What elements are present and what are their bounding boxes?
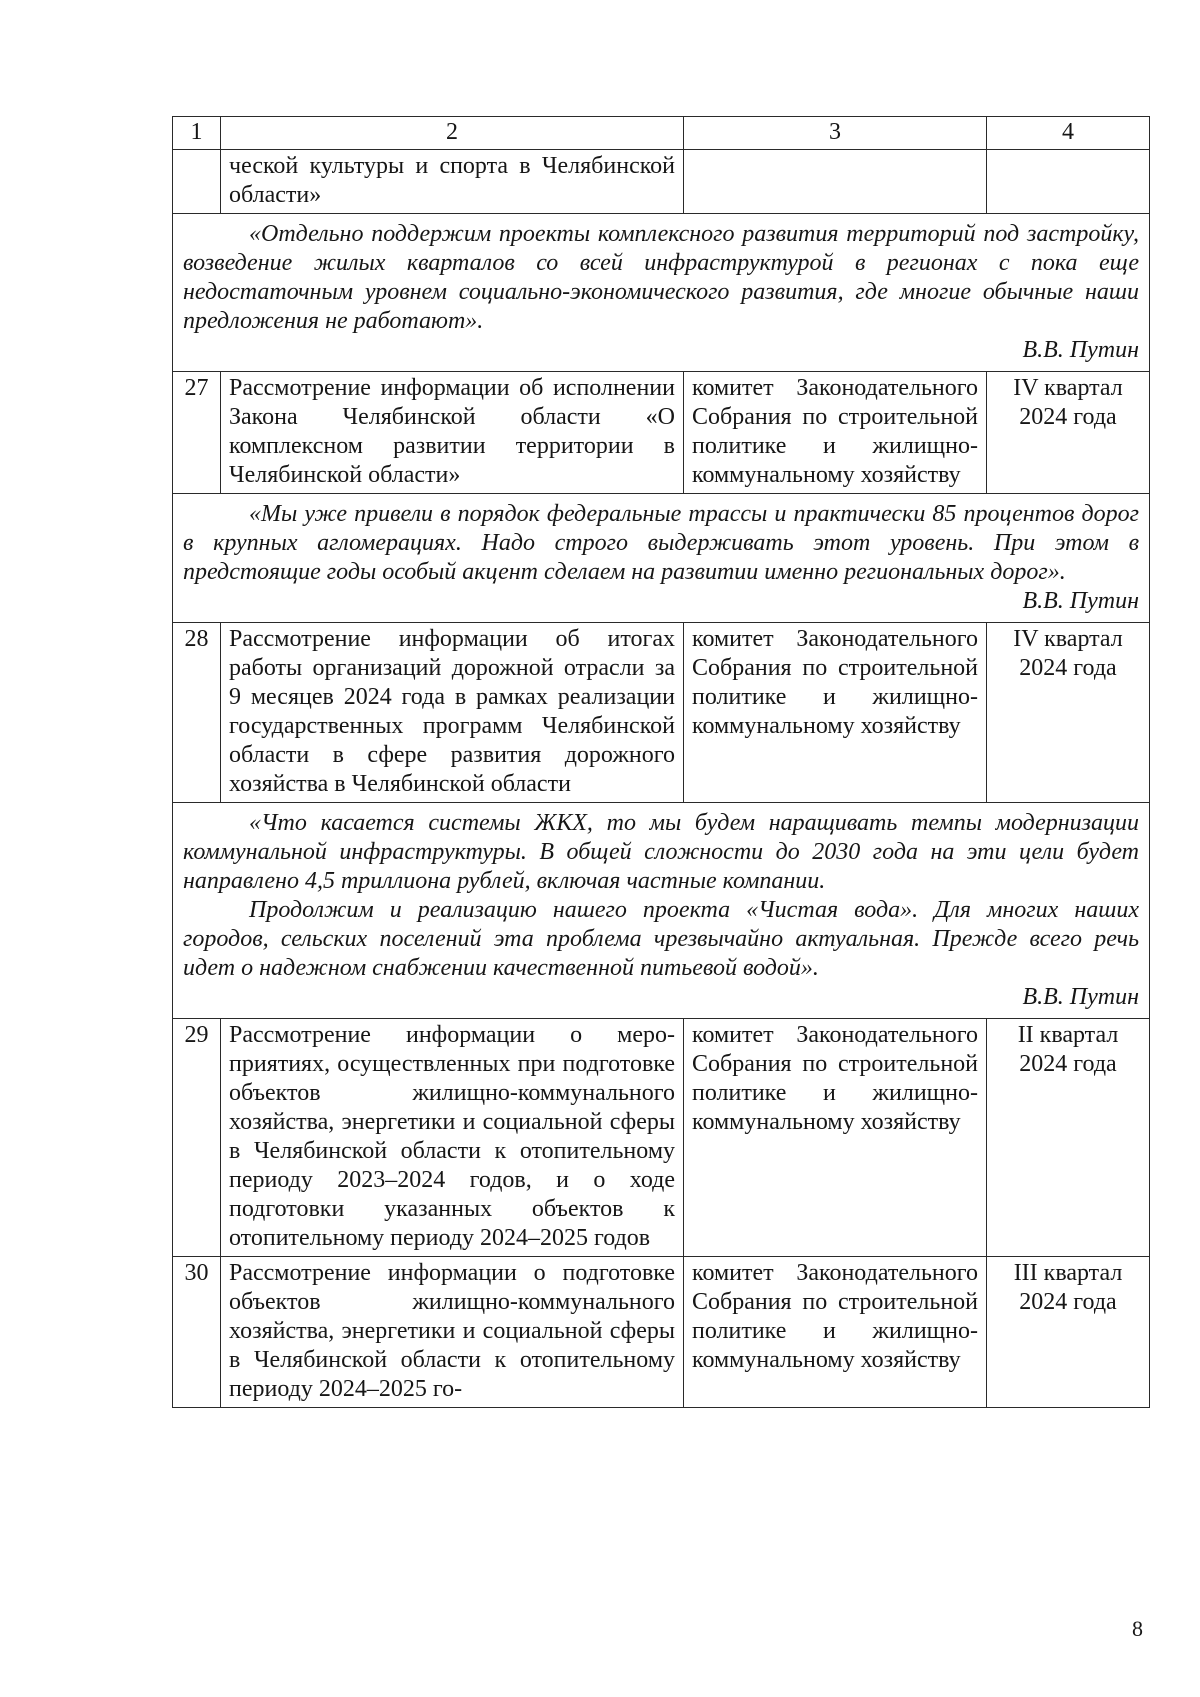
item-responsible: комитет Законодательного Собрания по строительной политике и жилищно-коммунальному хозяйству bbox=[684, 623, 987, 803]
item-description: Рассмотрение информации о подготовке объектов жилищно-коммунального хозяйства, энергетики и социальной сферы в Челябинской области к отопительному периоду 2024–2025 го- bbox=[221, 1257, 684, 1408]
quote-row-2 bbox=[173, 494, 1150, 623]
item-number: 30 bbox=[173, 1257, 221, 1408]
item-deadline: IV квартал 2024 года bbox=[987, 623, 1150, 803]
quote-cell bbox=[173, 803, 1150, 1019]
item-description: Рассмотрение информации об итогах работы организаций дорожной отрасли за 9 месяцев 2024 года в рамках реализации государственных программ Челябинской области в сфере развития дорожного хозяйства в Челябинской области bbox=[221, 623, 684, 803]
quote-author: В.В. Путин bbox=[1022, 337, 1139, 363]
table-row-27 bbox=[173, 372, 1150, 494]
quote-author: В.В. Путин bbox=[1022, 588, 1139, 614]
quote-author: В.В. Путин bbox=[1022, 984, 1139, 1010]
quote-cell bbox=[173, 214, 1150, 372]
item-deadline: III квартал 2024 года bbox=[987, 1257, 1150, 1408]
item-responsible bbox=[684, 150, 987, 214]
column-header-2: 2 bbox=[221, 117, 684, 150]
item-responsible: комитет Законодательного Собрания по строительной политике и жилищно-коммунальному хозяйству bbox=[684, 1257, 987, 1408]
item-number: 28 bbox=[173, 623, 221, 803]
quote-text-paragraph-1: «Что касается системы ЖКХ, то мы будем наращивать темпы модернизации коммунальной инфраструктуры. В общей сложности до 2030 года на эти цели будет направлено 4,5 триллиона рублей, включая частные компании. bbox=[183, 810, 1139, 894]
quote-text: «Отдельно поддержим проекты комплексного развития территорий под застройку, возведение жилых кварталов со всей инфраструктурой в регионах с пока еще недостаточным уровнем социально-экономического развития, где многие обычные наши предложения не работают». bbox=[183, 221, 1139, 334]
table-row-30 bbox=[173, 1257, 1150, 1408]
item-description: ческой культуры и спорта в Челябинской области» bbox=[221, 150, 684, 214]
table-row-28 bbox=[173, 623, 1150, 803]
work-plan-table bbox=[172, 116, 1150, 1408]
page-number: 8 bbox=[1132, 1616, 1143, 1641]
column-header-3: 3 bbox=[684, 117, 987, 150]
item-responsible: комитет Законодательного Собрания по строительной политике и жилищно-коммунальному хозяйству bbox=[684, 372, 987, 494]
item-number-cell bbox=[173, 150, 221, 214]
column-header-4: 4 bbox=[987, 117, 1150, 150]
item-deadline: IV квартал 2024 года bbox=[987, 372, 1150, 494]
column-header-1: 1 bbox=[173, 117, 221, 150]
item-deadline bbox=[987, 150, 1150, 214]
item-deadline: II квартал 2024 года bbox=[987, 1019, 1150, 1257]
item-number: 29 bbox=[173, 1019, 221, 1257]
quote-row-3 bbox=[173, 803, 1150, 1019]
item-description: Рассмотрение информации об исполнении Закона Челябинской области «О комплексном развитии территории в Челябинской области» bbox=[221, 372, 684, 494]
table-row-29 bbox=[173, 1019, 1150, 1257]
table-header-row bbox=[173, 117, 1150, 150]
item-responsible: комитет Законодательного Собрания по строительной политике и жилищно-коммунальному хозяйству bbox=[684, 1019, 987, 1257]
item-description: Рассмотрение информации о мероприятиях, осуществленных при подготовке объектов жилищно-коммунального хозяйства, энергетики и социальной сферы в Челябинской области к отопительному периоду 2023–2024 годов, и о ходе подготовки указанных объектов к отопительному периоду 2024–2025 годов bbox=[221, 1019, 684, 1257]
quote-cell bbox=[173, 494, 1150, 623]
quote-text-paragraph-2: Продолжим и реализацию нашего проекта «Чистая вода». Для многих наших городов, сельских поселений эта проблема чрезвычайно актуальная. Прежде всего речь идет о надежном снабжении качественной питьевой водой». bbox=[183, 897, 1139, 981]
table-row-continuation bbox=[173, 150, 1150, 214]
item-number: 27 bbox=[173, 372, 221, 494]
quote-text: «Мы уже привели в порядок федеральные трассы и практически 85 процентов дорог в крупных агломерациях. Надо строго выдерживать этот уровень. При этом в предстоящие годы особый акцент сделаем на развитии именно региональных дорог». bbox=[183, 501, 1139, 585]
quote-row-1 bbox=[173, 214, 1150, 372]
